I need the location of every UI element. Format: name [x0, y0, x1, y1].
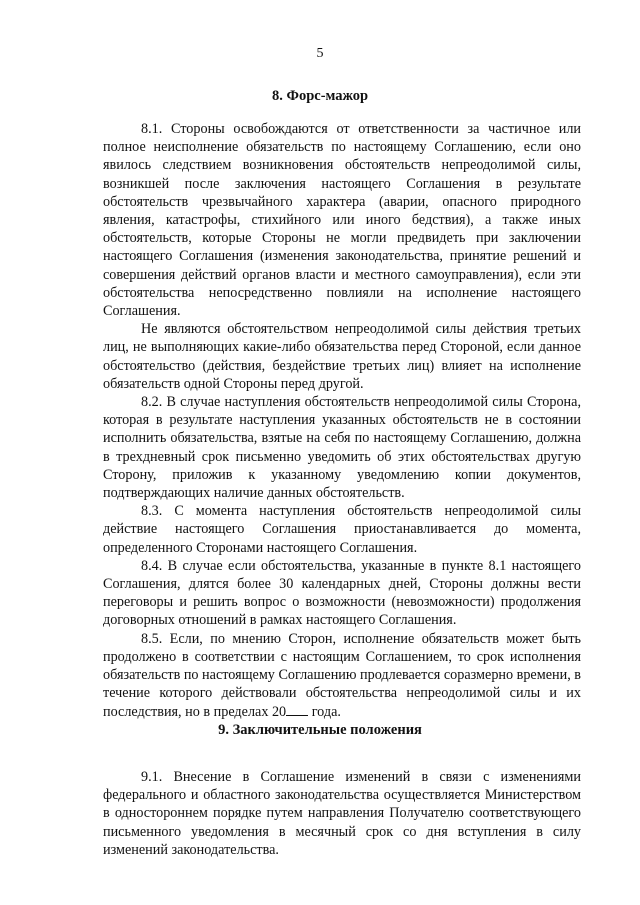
year-blank-line — [286, 703, 308, 716]
paragraph-8-2: 8.2. В случае наступления обстоятельств непреодолимой силы Сторона, которая в результате наступления указанных обстоятельств не в состоянии исполнить обязательства, взятые на себя по настоящему Соглашению, должна в трехдневный срок письменно уведомить об этих обстоятельствах другую Сторону, приложив к указанному уведомлению копии документов, подтверждающих наличие данных обстоятельств. — [103, 394, 581, 502]
paragraph-8-1-note: Не являются обстоятельством непреодолимой силы действия третьих лиц, не выполняющих какие-либо обязательства перед Стороной, если данное обстоятельство (действия, бездействие третьих лиц) влияет на исполнение обязательств одной Стороны перед другой. — [103, 321, 581, 392]
paragraph-9-1: 9.1. Внесение в Соглашение изменений в связи с изменениями федерального и областного законодательства осуществляется Министерством в одностороннем порядке путем направления Получателю соответствующего письменного уведомления в месячный срок со дня вступления в силу изменений законодательства. — [103, 769, 581, 858]
section-8-title: 8. Форс-мажор — [271, 88, 369, 104]
section-9-body — [103, 768, 581, 859]
section-8-body — [103, 120, 581, 721]
paragraph-8-5-end: года. — [308, 703, 341, 720]
section-9-title: 9. Заключительные положения — [218, 722, 422, 738]
paragraph-8-4: 8.4. В случае если обстоятельства, указанные в пункте 8.1 настоящего Соглашения, длятся более 30 календарных дней, Стороны должны вести переговоры и решить вопрос о возможности (невозможности) продолжения договорных отношений в рамках настоящего Соглашения. — [103, 557, 581, 629]
paragraph-8-5 — [103, 630, 581, 721]
paragraph-8-1: 8.1. Стороны освобождаются от ответственности за частичное или полное неисполнение обязательств по настоящему Соглашению, если оно явилось следствием возникновения обстоятельств непреодолимой силы, возникшей после заключения настоящего Соглашения в результате обстоятельств чрезвычайного характера (аварии, опасного природного явления, катастрофы, стихийного или иного бедствия), а также иных обстоятельств, которые Стороны не могли предвидеть при заключении настоящего Соглашения (изменения законодательства, принятие решений и совершения действий органов власти и местного самоуправления), если эти обстоятельства непосредственно повлияли на исполнение настоящего Соглашения. — [103, 121, 581, 320]
page-number: 5 — [316, 46, 324, 61]
paragraph-8-5-text: 8.5. Если, по мнению Сторон, исполнение обязательств может быть продолжено в соответствии с настоящим Соглашением, то срок исполнения обязательств по настоящему Соглашению продлевается соразмерно времени, в течение которого действовали обстоятельства непреодолимой силы и их последствия, но в пределах 20 — [103, 630, 581, 720]
paragraph-8-3: 8.3. С момента наступления обстоятельств непреодолимой силы действие настоящего Соглашения приостанавливается до момента, определенного Сторонами настоящего Соглашения. — [103, 503, 581, 556]
